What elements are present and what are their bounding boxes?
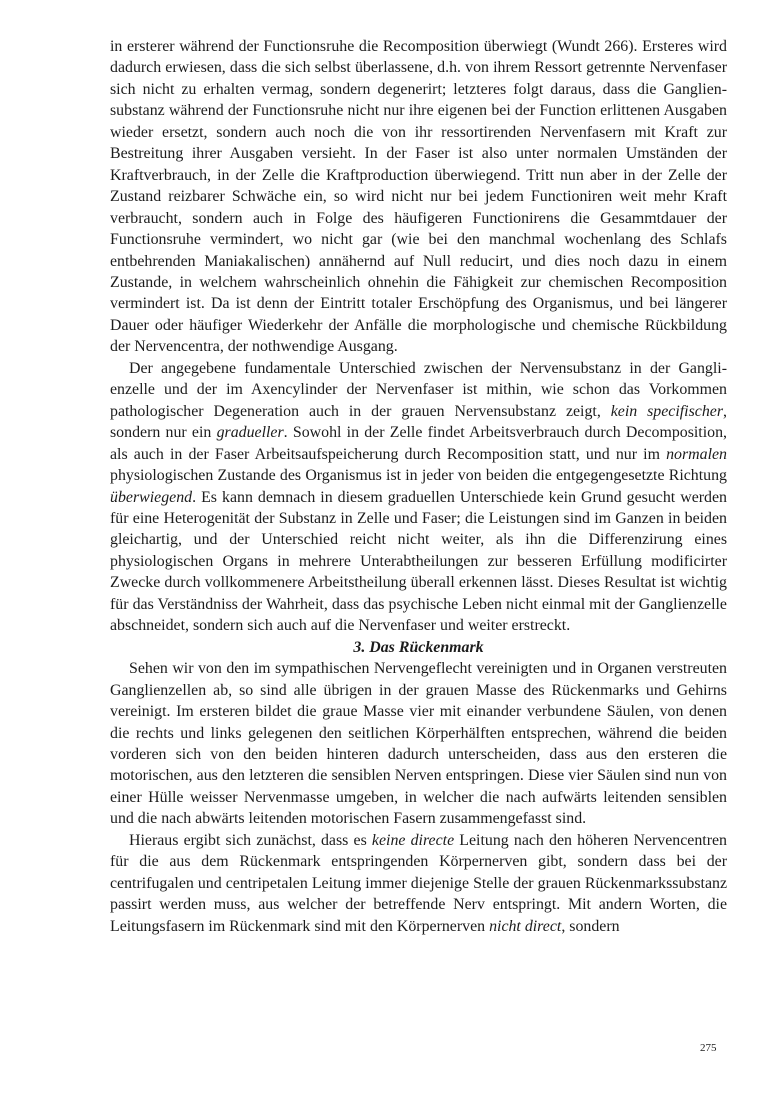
emphasis-normalen: normalen — [666, 445, 727, 463]
emphasis-ueberwiegend: überwiegend — [110, 488, 193, 506]
page-number: 275 — [700, 1042, 717, 1054]
emphasis-gradueller: gradueller — [216, 424, 284, 442]
paragraph-4 — [110, 830, 727, 937]
emphasis-kein-specifischer: kein specifischer — [610, 402, 724, 420]
text-run: Leitung nach den höheren Nervencentren für die aus dem Rückenmark entspringenden Körpernerven gibt, sondern dass bei der centrifugalen und centripetalen Leitung immer diejenige Stelle der grauen Rückenmarkssubstanz passirt werden muss, aus welcher der betreffende Nerv entspringt. Mit andern Worten, die Leitungsfasern im Rückenmark sind mit den Körpernerven — [110, 831, 727, 935]
text-run: , sondern — [561, 917, 620, 935]
page-body — [110, 36, 727, 937]
text-run: . Sowohl in der Zelle findet Arbeitsverbrauch durch Decomposition, als auch in der Faser Arbeitsaufspeicherung durch Recomposition statt, und nur im — [110, 424, 728, 463]
text-run: . Es kann demnach in diesem graduellen Unterschiede kein Grund gesucht werden für eine Heterogenität der Substanz in Zelle und Faser; die Leistungen sind im Ganzen in beiden gleichartig, und der Unterschied reicht nicht weiter, als ihn die Differenzirung eines physiologischen Organs in mehrere Unterabtheilungen zur besseren Erfüllung modificirter Zwecke durch vollkommenere Arbeitstheilung überall erkennen lässt. Dieses Resultat ist wichtig für das Verständniss der Wahrheit, dass das psychische Leben nicht einmal mit der Ganglienzelle abschneidet, sondern sich auch auf die Nervenfaser und weiter erstreckt. — [110, 488, 727, 635]
section-heading: 3. Das Rückenmark — [353, 638, 484, 656]
paragraph-1: in ersterer während der Functionsruhe die Recomposition überwiegt (Wundt 266). Ersteres wird dadurch erwiesen, dass die sich selbst überlassene, d.h. von ihrem Ressort getrennte Nervenfaser sich nicht zu erhalten vermag, sondern degenerirt; letzteres folgt daraus, dass die Gangliensubstanz während der Functionsruhe nicht nur ihre eigenen bei der Function erlittenen Ausgaben wieder ersetzt, sondern auch noch die von ihr ressortirenden Nervenfasern mit Kraft zur Bestreitung ihrer Ausgaben versieht. In der Faser ist also unter normalen Umständen der Kraftverbrauch, in der Zelle die Kraftproduction überwiegend. Tritt nun aber in der Zelle der Zustand reizbarer Schwäche ein, so wird nicht nur bei jedem Functioniren weit mehr Kraft verbraucht, sondern auch in Folge des häufigeren Functionirens die Gesammtdauer der Functionsruhe vermindert, wo nicht gar (wie bei den manchmal wochenlang des Schlafs entbehrenden Maniakalischen) annähernd auf Null reducirt, und dies noch dazu in einem Zustande, in welchem wahrscheinlich ohnehin die Fähigkeit zur chemischen Recomposition vermindert ist. Da ist denn der Eintritt totaler Erschöpfung des Organismus, und bei längerer Dauer oder häufiger Wiederkehr der Anfälle die morphologische und chemische Rückbildung der Nervencentra, der nothwendige Ausgang. — [110, 38, 727, 356]
text-run: Der angegebene fundamentale Unterschied zwischen der Nervensubstanz in der Ganglienzelle und der im Axencylinder der Nervenfaser ist mithin, wie schon das Vorkommen pathologischer Degeneration auch in der grauen Nervensubstanz zeigt, — [110, 359, 727, 420]
paragraph-3: Sehen wir von den im sympathischen Nervengeflecht vereinigten und in Organen verstreuten Ganglienzellen ab, so sind alle übrigen in der grauen Masse des Rückenmarks und Gehirns vereinigt. Im ersteren bildet die graue Masse vier mit einander verbundene Säulen, von denen die rechts und links gelegenen den seitlichen Körperhälften entsprechen, während die beiden vorderen sich von den beiden hinteren dadurch unterscheiden, dass aus den ersteren die motorischen, aus den letzteren die sensiblen Nerven entspringen. Diese vier Säulen sind nun von einer Hülle weisser Nervenmasse umgeben, in welcher die nach aufwärts leitenden sensiblen und die nach abwärts leitenden motorischen Fasern zusammengefasst sind. — [110, 660, 727, 828]
emphasis-keine-directe: keine directe — [371, 831, 455, 849]
text-run: Hieraus ergibt sich zunächst, dass es — [129, 831, 372, 849]
emphasis-nicht-direct: nicht direct — [489, 917, 562, 935]
paragraph-2 — [110, 358, 727, 637]
text-run: physiologischen Zustande des Organismus ist in jeder von beiden die entgegengesetzte Richtung — [110, 467, 727, 485]
text-run: , sondern nur ein — [110, 402, 727, 442]
